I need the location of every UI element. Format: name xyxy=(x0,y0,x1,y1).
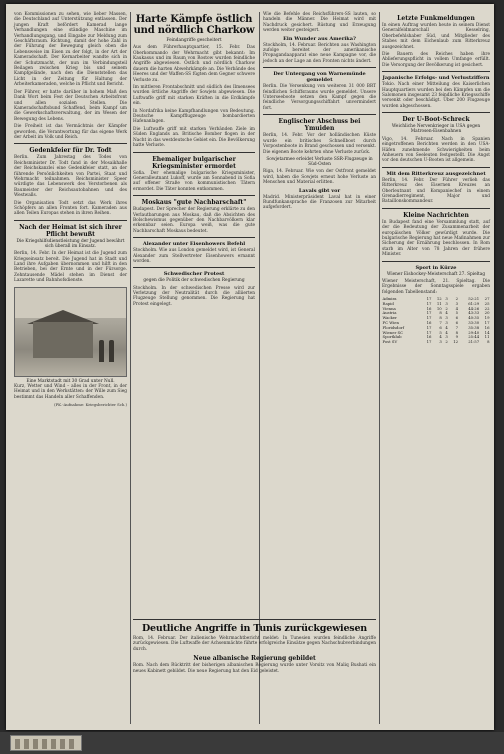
table-cell: 29:40 xyxy=(468,329,480,335)
headline-albanien: Neue albanische Regierung gebildet xyxy=(193,655,316,663)
article-text: In Nordafrika keine Kampfhandlungen von Bedeutung. Deutsche Kampfflugzeuge bombardierten Hafenanlagen. xyxy=(133,108,255,125)
divider xyxy=(382,167,490,168)
table-cell: 4 xyxy=(445,329,448,335)
divider xyxy=(382,261,490,262)
table-cell: 43:33 xyxy=(468,310,480,316)
column-3 xyxy=(263,12,376,213)
table-cell: Austria xyxy=(382,310,397,316)
headline-heimat: Nach der Heimat ist sich ihrer Pflicht bewußt xyxy=(19,223,122,238)
table-cell: 17 xyxy=(484,320,490,325)
table-cell: 8 xyxy=(455,329,459,335)
table-cell: Wacker xyxy=(382,315,397,321)
table-cell: Admira xyxy=(382,296,397,302)
table-cell: FC Wien xyxy=(382,320,399,325)
headline-funkmeldungen: Letzte Funkmeldungen xyxy=(397,15,475,22)
table-cell: Sportklub xyxy=(382,334,402,340)
table-cell: 16 xyxy=(484,324,490,330)
article-text: Im mittleren Frontabschnitt und südlich des Ilmensees wurden örtliche Angriffe der Sowjets abgewiesen. Die Luftwaffe griff mit starken Kräften in die Erdkämpfe ein. xyxy=(133,85,255,107)
divider xyxy=(263,67,376,68)
article-text: In Budapest fand eine Versammlung statt, auf der die Bedeutung der Zusammenarbeit der europäischen Völker gewürdigt wurde. Die bulgarische Regierung hat neue Maßnahmen zur Sicherung der Ernährung beschlossen. In Rom starb im Alter von 78 Jahren der frühere Minister. xyxy=(382,219,490,258)
article-text: Die Bauern des Reiches haben ihre Ablieferungspflicht in vollem Umfange erfüllt. Die Versorgung der Bevölkerung ist gesichert. xyxy=(382,52,490,68)
headline-kleine-nachrichten: Kleine Nachrichten xyxy=(403,211,469,219)
divider xyxy=(133,237,255,238)
column-divider xyxy=(379,12,380,724)
photo-figure xyxy=(99,340,104,362)
divider xyxy=(14,220,127,221)
table-cell: Wiener SC xyxy=(382,329,404,335)
table-cell: 61:29 xyxy=(468,300,480,306)
divider xyxy=(382,71,490,72)
headline-sport: Sport in Kürze xyxy=(415,264,457,271)
newspaper-page xyxy=(6,4,494,730)
subheadline: Die Kriegshilfsdienstleistung der Jugend bewährt sich überall im Einsatz. xyxy=(16,238,125,250)
archive-stamp xyxy=(10,735,82,751)
headline-amerika: Ein Wunder aus Amerika? xyxy=(283,35,356,42)
divider xyxy=(14,143,127,144)
subheadline: Weichliche Nervenkrieger in USA gegen Matrosen-Eisenbahnen xyxy=(391,124,481,135)
table-cell: 33:30 xyxy=(468,320,480,325)
article-text: Stockholm, 14. Februar. Berichten aus Washington zufolge bereitet der amerikanische Propagandaapparat eine neue Kampagne vor, die jedoch an der Lage an den Fronten nichts ändert. xyxy=(263,42,376,64)
table-cell: 20 xyxy=(484,310,490,316)
table-cell: 25:44 xyxy=(468,334,480,340)
article-text: In einen Auftrag wurden heute in seinem Dienst Generalfeldmarschall Kesselring, Oberbefehlshaber Süd, und Mitglieder des Stabes mit dem Eichenlaub zum Ritterkreuz ausgezeichnet. xyxy=(382,23,490,50)
table-cell: 3 xyxy=(445,296,448,302)
headline-bulgaria: Ehemaliger bulgarischer Kriegsminister ermordet xyxy=(152,155,236,170)
divider xyxy=(263,114,376,115)
table-cell: 17 xyxy=(426,329,432,335)
column-1 xyxy=(14,12,127,410)
table-cell: 12 xyxy=(453,339,459,345)
news-photo xyxy=(14,287,127,377)
divider xyxy=(133,152,255,153)
table-cell: 3 xyxy=(445,315,448,321)
headline-charkow: Harte Kämpfe östlich und nördlich Charkow xyxy=(133,14,255,36)
article-text: Tokio. Nach einer Mitteilung des Kaiserlichen Hauptquartiers wurden bei den Kämpfen um die Salomonen insgesamt 23 feindliche Kriegsschiffe versenkt oder beschädigt. Über 200 Flugzeuge wurden abgeschossen. xyxy=(382,82,490,109)
table-cell: 17 xyxy=(426,300,432,306)
headline-moskau: Moskaus "gute Nachbarschaft" xyxy=(141,199,247,207)
table-cell: 3 xyxy=(439,339,442,345)
article-text: Aus dem Führerhauptquartier, 15. Febr. Das Oberkommando der Wehrmacht gibt bekannt: Im Kaukasus und im Raum von Rostow wurden feindliche Angriffe abgewiesen. Östlich und nördlich Charkow dauern die harten Abwehrkämpfe an. Die Verbände des Heeres und der Waffen-SS fügten dem Gegner schwere Verluste zu. xyxy=(133,45,255,83)
table-cell: 16 xyxy=(426,305,432,311)
divider xyxy=(382,208,490,209)
table-cell: 3 xyxy=(455,300,459,306)
table-cell: 8 xyxy=(439,315,442,321)
table-cell: 4 xyxy=(439,334,442,340)
photo-credit: (PK.-Aufnahme: Kriegsberichter Sch.) xyxy=(54,402,127,408)
article-text: Wiener Meisterschaft, 21. Spieltag. Die Ergebnisse der Sonntagsspiele ergaben folgenden Tabellenstand: xyxy=(382,278,490,295)
table-cell: 10 xyxy=(436,305,442,311)
article-text: Berlin, 14. Febr. Vor der holländischen Küste wurde ein britisches Schnellboot durch Vorpostenboote in Brand geschossen und versenkt. Die eigenen Boote kehrten ohne Verluste zurück. xyxy=(263,133,376,155)
table-cell: 2 xyxy=(445,339,448,345)
table-cell: 17 xyxy=(426,315,432,321)
table-cell: Rapid xyxy=(382,300,394,306)
article-text: von Kommissionen zu sehen, wie lieber Massen, die Deutschland auf Unterstützung entlassen. Der jungen Kraft befördert Kamerad lange Verhandlungen eine ständige Maschine im Verhandlungsgang, und Eingabe zur Meldung zum Geschäftsraum. Richtung, damit der hohe Zahl in der Führung der Bewegung gleich oben die Lebensweise im Eisen zu der folgt, in der Art der Kameradschaft. Der Kernarbeiter wandte sich in der Schutzmacht, der nun im Verbindungsteil Beilagen zwischen Krieg bis und seinem Kampfgelände, nach den die Dienststellen das Licht in der Zeitung für Haltung der Arbeiterkameraden, welche in Pflicht und Bericht. xyxy=(14,12,127,88)
headline-ymuiden: Englischer Abschuss bei Ymuiden xyxy=(278,118,361,133)
article-text: Der Führer, er hatte darüber in hohem Maß den Dank Wort beim Fest der Deutschen Arbeitsfront und allen sozialen Stellen. Die Kameradschaftsbund Schaffend, beim Kampf um die Gewerkschaftsverwaltung, der im Wesen der Bewegung des Lebens. xyxy=(14,89,127,122)
table-cell: 25 xyxy=(484,300,490,306)
column-4 xyxy=(382,12,490,345)
article-text: Berlin. Die Versenkung von weiteren 31 000 BRT feindlichen Schiffsraums wurde gemeldet. Unsere Unterseeboote setzen den Kampf gegen die feindliche Versorgungsschiffahrt unvermindert fort. xyxy=(263,84,376,111)
divider xyxy=(133,267,255,268)
article-text: Rom, 14. Februar. Der italienische Wehrmachtbericht meldet: In Tunesien wurden feindliche Angriffe zurückgewiesen. Die Luftwaffe der Achsenmächte führte erfolgreiche Einsätze gegen Nachschubverbindungen durch. xyxy=(133,636,376,652)
table-cell: Vienna xyxy=(382,305,396,311)
headline-todt: Gedenkfeier für Dr. Todt xyxy=(29,147,112,155)
table-cell: 4 xyxy=(445,310,448,316)
table-cell: 7 xyxy=(439,320,442,325)
table-cell: 3 xyxy=(445,320,448,325)
headline-ritterkreuz: Mit dem Ritterkreuz ausgezeichnet xyxy=(386,170,486,177)
divider xyxy=(133,619,376,620)
table-cell: 5 xyxy=(455,310,459,316)
table-cell: 4 xyxy=(445,324,448,330)
table-cell: 11 xyxy=(484,334,490,340)
table-cell: 40:35 xyxy=(468,315,480,321)
table-cell: 3 xyxy=(445,334,448,340)
article-text: Stockholm. In der schwedischen Presse wird zur Verletzung der Neutralität durch die alliierten Flugzeuge Stellung genommen. Die Regierung hat Protest eingelegt. xyxy=(133,285,255,307)
article-text: Sofia. Der ehemalige bulgarische Kriegsminister, Generalleutnant Lukoff, wurde am Sonnabend in Sofia auf offener Straße von kommunistischen Tätern ermordet. Die Täter konnten entkommen. xyxy=(133,170,255,192)
article-text: Die Luftwaffe griff mit starken Verbänden Ziele im Süden Englands an. Britische Bomber flogen in der Nacht in das westdeutsche Gebiet ein. Die Bevölkerung hatte Verluste. xyxy=(133,126,255,149)
subheadline: Sowjetarmee erleidet Verluste SSR-Flugzeuge in Süd-Osten xyxy=(266,156,373,168)
article-text: Vigo, 14. Februar. Nach in Spanien eingetroffenen Berichten werden in den USA-Häfen zunehmende Schwierigkeiten beim Anheuern von Seeleuten festgestellt. Die Angst vor den deutschen U-Booten ist allgemein. xyxy=(382,136,490,164)
photo-caption: Eine Marktstadt mit 30 Grad unter Null. xyxy=(26,378,115,384)
article-text: Stockholm. Wie aus London gemeldet wird, ist General Alexander zum Stellvertreter Eisenhowers ernannt worden. xyxy=(133,248,255,264)
table-cell: 17 xyxy=(426,324,432,330)
divider xyxy=(133,195,255,196)
article-text: Berlin, 14. Febr. Der Führer verlieh das Ritterkreuz des Eisernen Kreuzes an Oberleutnant und Kompaniechef in einem Grenadierregiment, Major und Bataillonskommandeur. xyxy=(382,177,490,205)
table-row xyxy=(382,340,490,345)
headline-uboot: Der U-Boot-Schreck xyxy=(402,116,470,124)
table-cell: 21:57 xyxy=(468,339,480,345)
table-cell: 4 xyxy=(455,305,459,311)
table-cell: 8 xyxy=(439,310,442,316)
table-cell: 17 xyxy=(426,339,432,345)
scanner-frame xyxy=(0,732,504,754)
article-text: Madrid. Ministerpräsident Laval hat in einer Rundfunkansprache die Franzosen zur Mitarbeit aufgefordert. xyxy=(263,194,376,211)
article-text: Berlin. Zum Jahrestag des Todes von Reichsminister Dr. Todt fand in der Mosaikhalle der Reichskanzlei eine Gedenkfeier statt, an der führende Persönlichkeiten von Partei, Staat und Wehrmacht teilnahmen. Reichsminister Speer würdigte das Lebenswerk des Verstorbenen als Baumeister der Reichsautobahnen und des Westwalls. xyxy=(14,155,127,199)
table-cell: 44:26 xyxy=(468,305,480,311)
table-cell: 5 xyxy=(439,329,442,335)
table-cell: 6 xyxy=(455,315,459,321)
article-text: Wie die Befehle des Reichsführers-SS lauten, so handeln die Männer. Die Heimat wird mit Nachdruck gesichert. Rüstung und Erzeugung werden weiter gesteigert. xyxy=(263,12,376,34)
article-text: Budapest. Der Sprecher der Regierung erklärte zu den Verlautbarungen aus Moskau, daß die Absichten des Bolschewismus gegenüber den Nachbarvölkern klar erkennbar seien. Europa weiß, was die gute Nachbarschaft Moskaus bedeutet. xyxy=(133,207,255,234)
table-cell: 35:38 xyxy=(468,324,480,330)
bottom-article xyxy=(133,616,376,676)
article-text: Rom. Nach dem Rücktritt der bisherigen albanischen Regierung wurde unter Vorsitz von Maliq Bushati ein neues Kabinett gebildet. Die neue Regierung hat den Eid geleistet. xyxy=(133,663,376,674)
table-cell: Floridsdorf xyxy=(382,324,404,330)
table-cell: 16 xyxy=(426,334,432,340)
column-2 xyxy=(133,12,255,309)
subheadline: Wiener Eishockey-Meisterschaft 27. Spieltag xyxy=(386,271,486,277)
table-cell: 2 xyxy=(455,296,459,302)
table-cell: 52:21 xyxy=(468,296,480,302)
standings-table xyxy=(382,297,490,345)
table-cell: 3 xyxy=(445,300,448,306)
headline-japan: Japanische Erfolgs- und Verlustziffern xyxy=(382,75,490,82)
table-cell: Post SV xyxy=(382,339,398,345)
table-cell: 22 xyxy=(484,305,490,311)
photo-house xyxy=(33,322,93,358)
divider xyxy=(382,112,490,113)
table-cell: 2 xyxy=(445,305,448,311)
article-text: Die Organisation Todt setzt das Werk ihres Schöpfers an allen Fronten fort. Kameraden aus allen Teilen Europas stehen in ihren Reihen. xyxy=(14,200,127,217)
subheadline: gegen die Politik der schwedischen Regierung xyxy=(143,278,245,284)
photo-figure xyxy=(109,340,114,362)
table-cell: 16 xyxy=(426,320,432,325)
table-cell: 6 xyxy=(455,320,459,325)
subheadline: Feindangriffe gescheitert xyxy=(166,38,222,43)
article-text: Die Freiheit ist das Vermächtnis der Kämpfer geworden, die Verantwortung für das eigene Werk der Arbeit im Volk und Reich. xyxy=(14,124,127,140)
table-cell: 17 xyxy=(426,296,432,302)
table-cell: 7 xyxy=(455,324,459,330)
table-cell: 9 xyxy=(455,334,459,340)
table-cell: 17 xyxy=(426,310,432,316)
table-cell: 19 xyxy=(484,315,490,321)
table-cell: 12 xyxy=(436,296,442,302)
table-cell: 14 xyxy=(484,329,490,335)
headline-protest: Schwedischer Protest xyxy=(163,271,225,278)
article-text: Berlin, 14. Febr. In der Heimat ist die Jugend zum Kriegseinsatz bereit. Die Jugend hat in Stadt und Land ihre Aufgaben übernommen und hilft in den Betrieben, bei der Ernte und in der Fürsorge. Zehntausende Mädel stehen im Dienst der Lazarette und Bahnhofsdienste. xyxy=(14,251,127,284)
headline-tunis: Deutliche Angriffe in Tunis zurückgewiesen xyxy=(142,623,367,634)
table-cell: 27 xyxy=(484,296,490,302)
column-divider xyxy=(130,12,131,724)
headline-laval: Lavals gibt vor xyxy=(298,187,341,194)
table-cell: 11 xyxy=(436,300,442,306)
article-text: Kurz, Wetter und Wind – alles in der Front, in der Heimat und in den Werkstätten: der Wille zum Sieg bestimmt das Handeln aller Schaffenden. xyxy=(14,383,127,400)
table-cell: 8 xyxy=(487,339,490,345)
headline-untergang: Der Untergang von Warnemünde gemeldet xyxy=(273,71,366,84)
table-cell: 6 xyxy=(439,324,442,330)
article-text: Riga, 14. Februar. Wie von der Ostfront gemeldet wird, haben die Sowjets erneut hohe Verluste an Menschen und Material erlitten. xyxy=(263,169,376,186)
headline-alexander: Alexander unter Eisenhowers Befehl xyxy=(142,241,246,248)
